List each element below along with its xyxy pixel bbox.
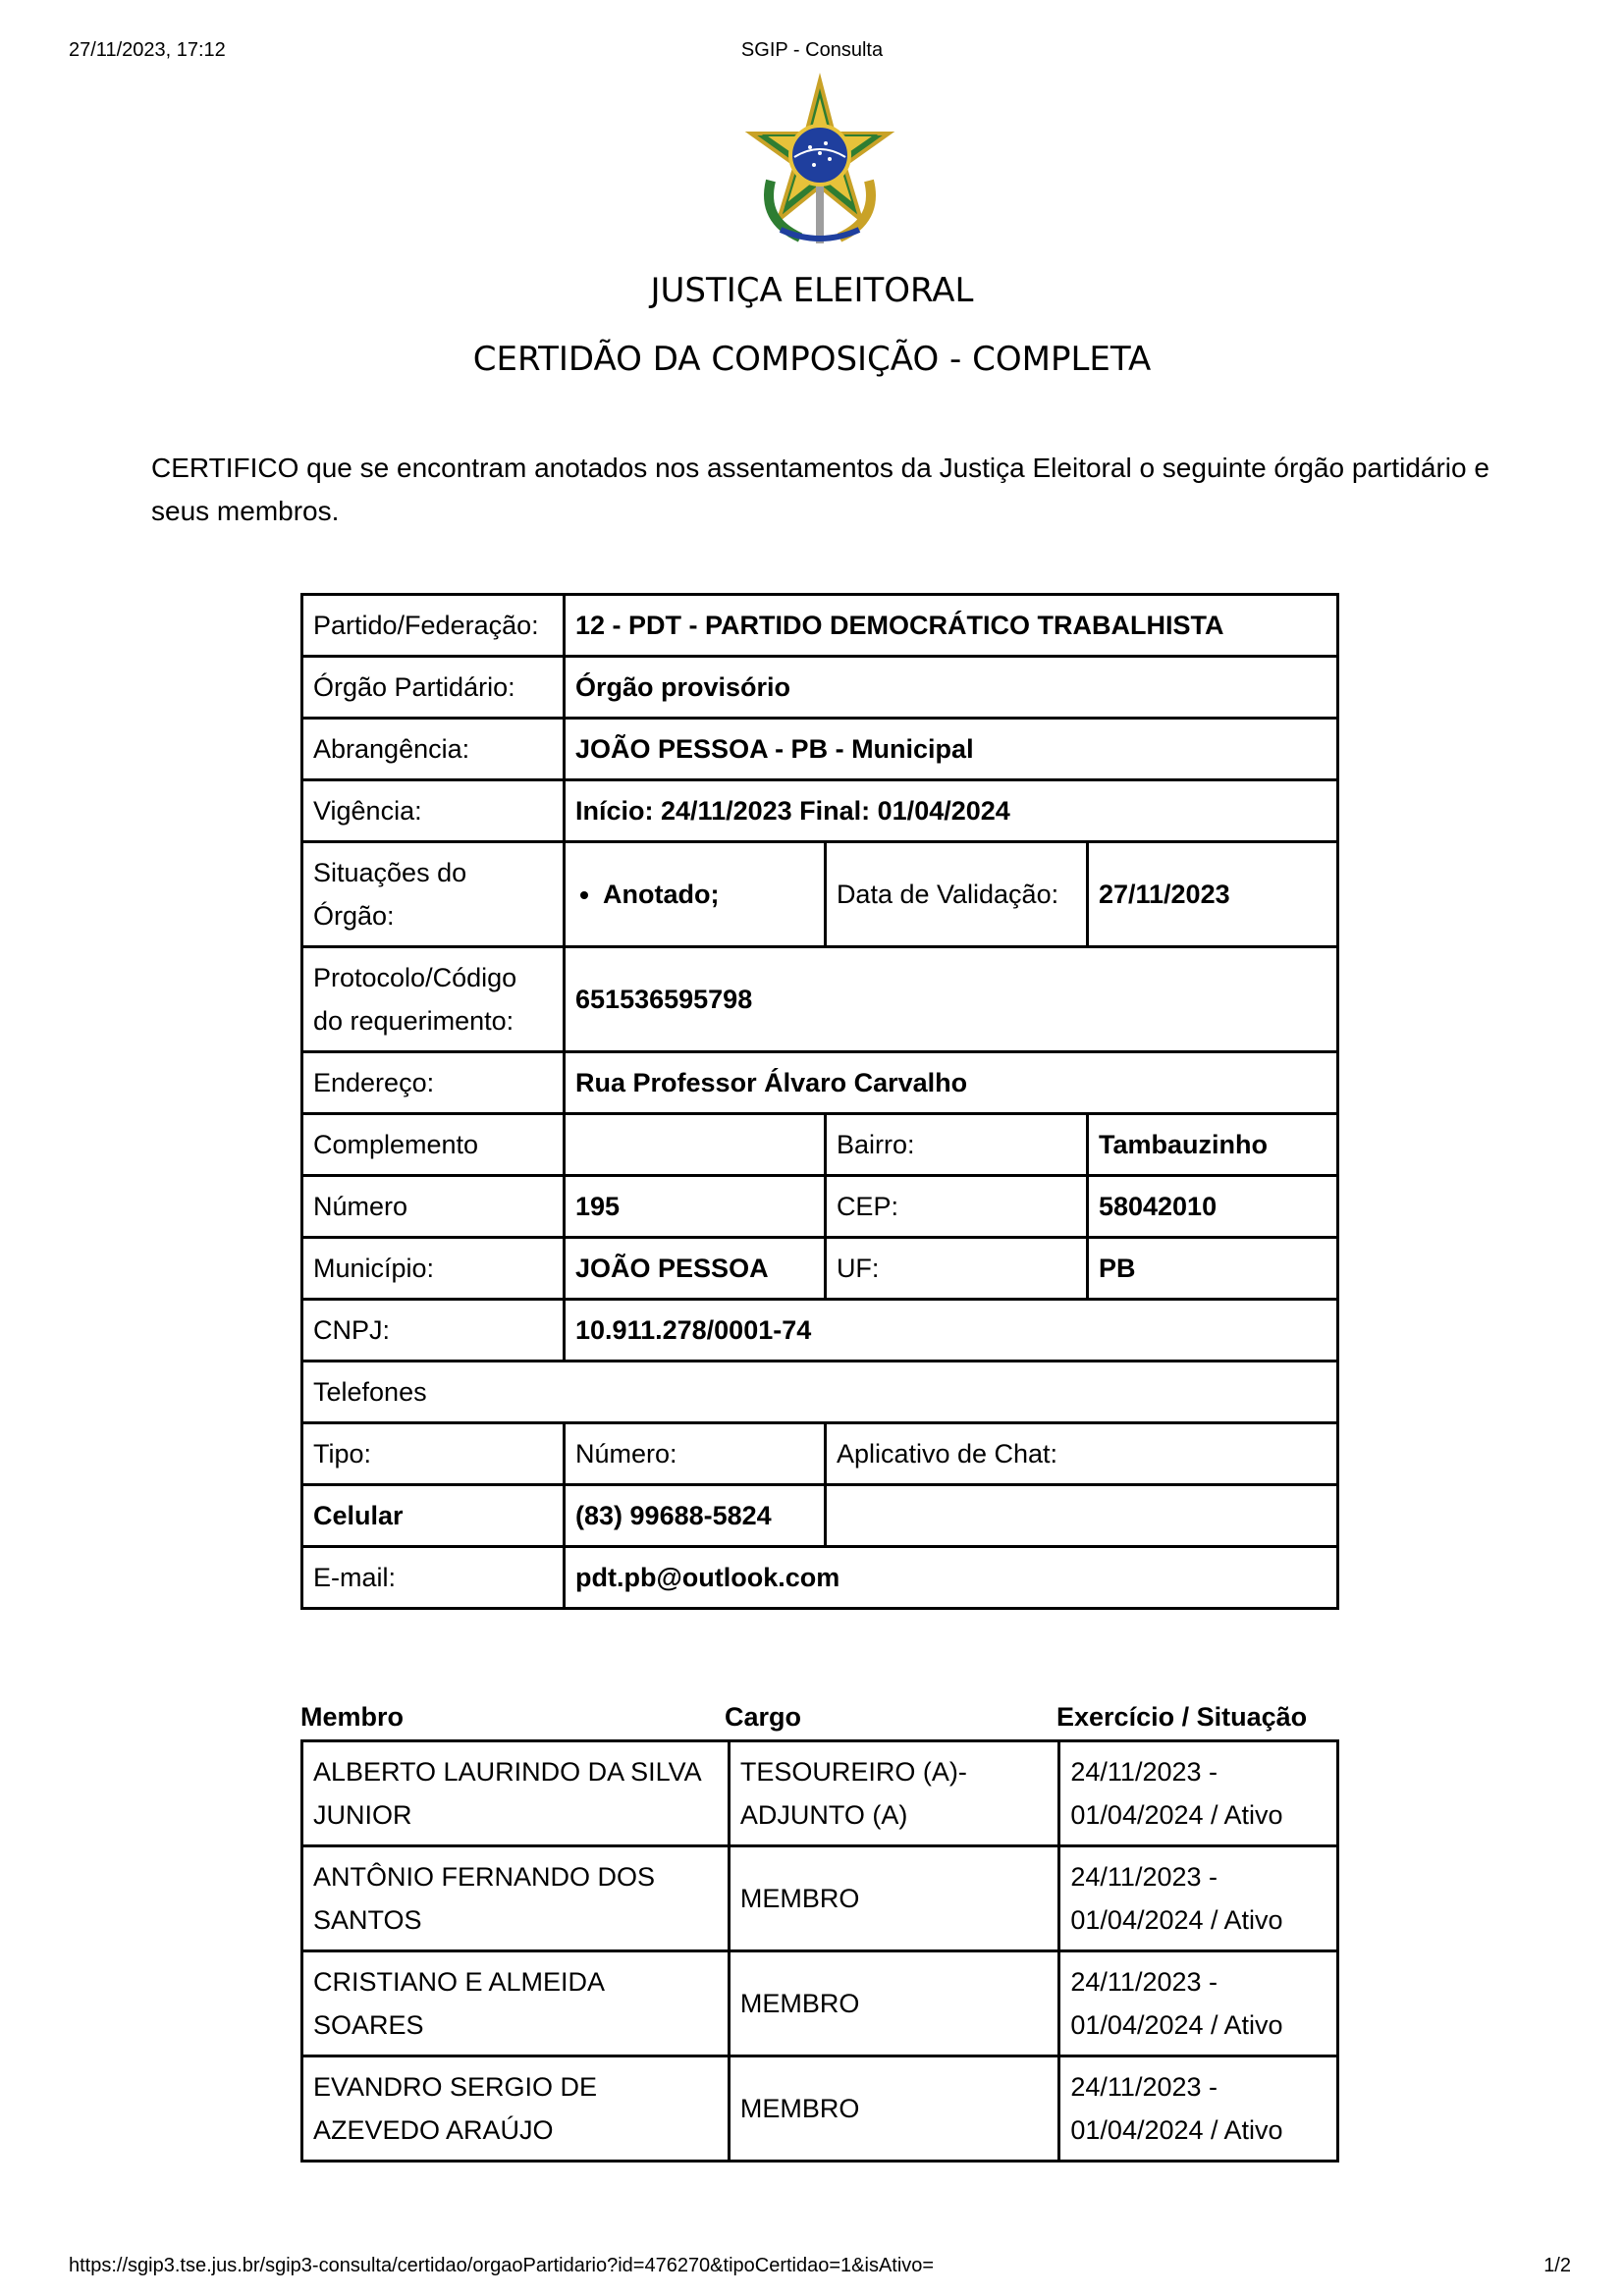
bairro-label: Bairro:	[825, 1114, 1087, 1176]
brazil-coat-of-arms-icon	[731, 73, 908, 249]
members-table-header	[300, 1702, 1339, 1735]
cep-label: CEP:	[825, 1176, 1087, 1238]
numero-label: Número	[302, 1176, 565, 1238]
situacao-item: • Anotado;	[603, 873, 814, 916]
member-role: TESOUREIRO (A)-ADJUNTO (A)	[729, 1741, 1058, 1846]
tipo-label: Tipo:	[302, 1423, 565, 1485]
vigencia-value: Início: 24/11/2023 Final: 01/04/2024	[565, 780, 1338, 842]
print-page-title: SGIP - Consulta	[740, 39, 884, 61]
orgao-label: Órgão Partidário:	[302, 657, 565, 719]
endereco-value: Rua Professor Álvaro Carvalho	[565, 1052, 1338, 1114]
table-row	[302, 1362, 1338, 1423]
table-row	[302, 657, 1338, 719]
table-row	[302, 1485, 1338, 1547]
print-datetime: 27/11/2023, 17:12	[69, 39, 226, 61]
situacoes-cell	[565, 842, 826, 947]
numero-value: 195	[565, 1176, 826, 1238]
orgao-value: Órgão provisório	[565, 657, 1338, 719]
table-row	[302, 1300, 1338, 1362]
table-row	[302, 1741, 1338, 1846]
table-row	[302, 1547, 1338, 1609]
table-row	[302, 595, 1338, 657]
member-term: 24/11/2023 - 01/04/2024 / Ativo	[1059, 1951, 1338, 2056]
table-row	[302, 1052, 1338, 1114]
table-row	[302, 842, 1338, 947]
validacao-label: Data de Validação:	[825, 842, 1087, 947]
membro-header: Membro	[300, 1702, 405, 1732]
member-role: MEMBRO	[729, 1951, 1058, 2056]
partido-label: Partido/Federação:	[302, 595, 565, 657]
uf-value: PB	[1087, 1238, 1337, 1300]
party-organ-info-table	[300, 593, 1339, 1610]
table-row	[302, 1846, 1338, 1951]
protocolo-label: Protocolo/Código do requerimento:	[302, 947, 565, 1052]
vigencia-label: Vigência:	[302, 780, 565, 842]
exercicio-header: Exercício / Situação	[1056, 1702, 1308, 1732]
table-row	[302, 1238, 1338, 1300]
member-term: 24/11/2023 - 01/04/2024 / Ativo	[1059, 1741, 1338, 1846]
table-row	[302, 1176, 1338, 1238]
table-row	[302, 947, 1338, 1052]
certification-text: CERTIFICO que se encontram anotados nos assentamentos da Justiça Eleitoral o seguinte órgão partidário e seus membros.	[151, 453, 1489, 526]
tel-numero-label: Número:	[565, 1423, 826, 1485]
bairro-value: Tambauzinho	[1087, 1114, 1337, 1176]
cargo-header: Cargo	[725, 1702, 802, 1732]
chat-label: Aplicativo de Chat:	[825, 1423, 1337, 1485]
abrangencia-label: Abrangência:	[302, 719, 565, 780]
table-row	[302, 1114, 1338, 1176]
certificate-title: CERTIDÃO DA COMPOSIÇÃO - COMPLETA	[472, 340, 1152, 379]
validacao-value: 27/11/2023	[1087, 842, 1337, 947]
cnpj-label: CNPJ:	[302, 1300, 565, 1362]
protocolo-value: 651536595798	[565, 947, 1338, 1052]
email-value: pdt.pb@outlook.com	[565, 1547, 1338, 1609]
member-name: CRISTIANO E ALMEIDA SOARES	[302, 1951, 730, 2056]
municipio-value: JOÃO PESSOA	[565, 1238, 826, 1300]
page-number: 1/2	[1543, 2255, 1571, 2276]
member-term: 24/11/2023 - 01/04/2024 / Ativo	[1059, 1846, 1338, 1951]
complemento-value	[565, 1114, 826, 1176]
member-role: MEMBRO	[729, 2056, 1058, 2162]
abrangencia-value: JOÃO PESSOA - PB - Municipal	[565, 719, 1338, 780]
table-row	[302, 1951, 1338, 2056]
cnpj-value: 10.911.278/0001-74	[565, 1300, 1338, 1362]
page-url: https://sgip3.tse.jus.br/sgip3-consulta/certidao/orgaoPartidario?id=476270&tipoCertidao=1&isAtivo=	[69, 2255, 935, 2276]
email-label: E-mail:	[302, 1547, 565, 1609]
table-row	[302, 1423, 1338, 1485]
tipo-value: Celular	[302, 1485, 565, 1547]
endereco-label: Endereço:	[302, 1052, 565, 1114]
tel-numero-value: (83) 99688-5824	[565, 1485, 826, 1547]
cep-value: 58042010	[1087, 1176, 1337, 1238]
uf-label: UF:	[825, 1238, 1087, 1300]
municipio-label: Município:	[302, 1238, 565, 1300]
table-row	[302, 719, 1338, 780]
telefones-heading: Telefones	[302, 1362, 1338, 1423]
institution-title: JUSTIÇA ELEITORAL	[650, 271, 974, 310]
complemento-label: Complemento	[302, 1114, 565, 1176]
table-row	[302, 780, 1338, 842]
member-name: ANTÔNIO FERNANDO DOS SANTOS	[302, 1846, 730, 1951]
partido-value: 12 - PDT - PARTIDO DEMOCRÁTICO TRABALHISTA	[565, 595, 1338, 657]
members-table	[300, 1739, 1339, 2163]
member-name: ALBERTO LAURINDO DA SILVA JUNIOR	[302, 1741, 730, 1846]
member-name: EVANDRO SERGIO DE AZEVEDO ARAÚJO	[302, 2056, 730, 2162]
member-term: 24/11/2023 - 01/04/2024 / Ativo	[1059, 2056, 1338, 2162]
chat-value	[825, 1485, 1337, 1547]
table-row	[302, 2056, 1338, 2162]
situacoes-label: Situações do Órgão:	[302, 842, 565, 947]
member-role: MEMBRO	[729, 1846, 1058, 1951]
